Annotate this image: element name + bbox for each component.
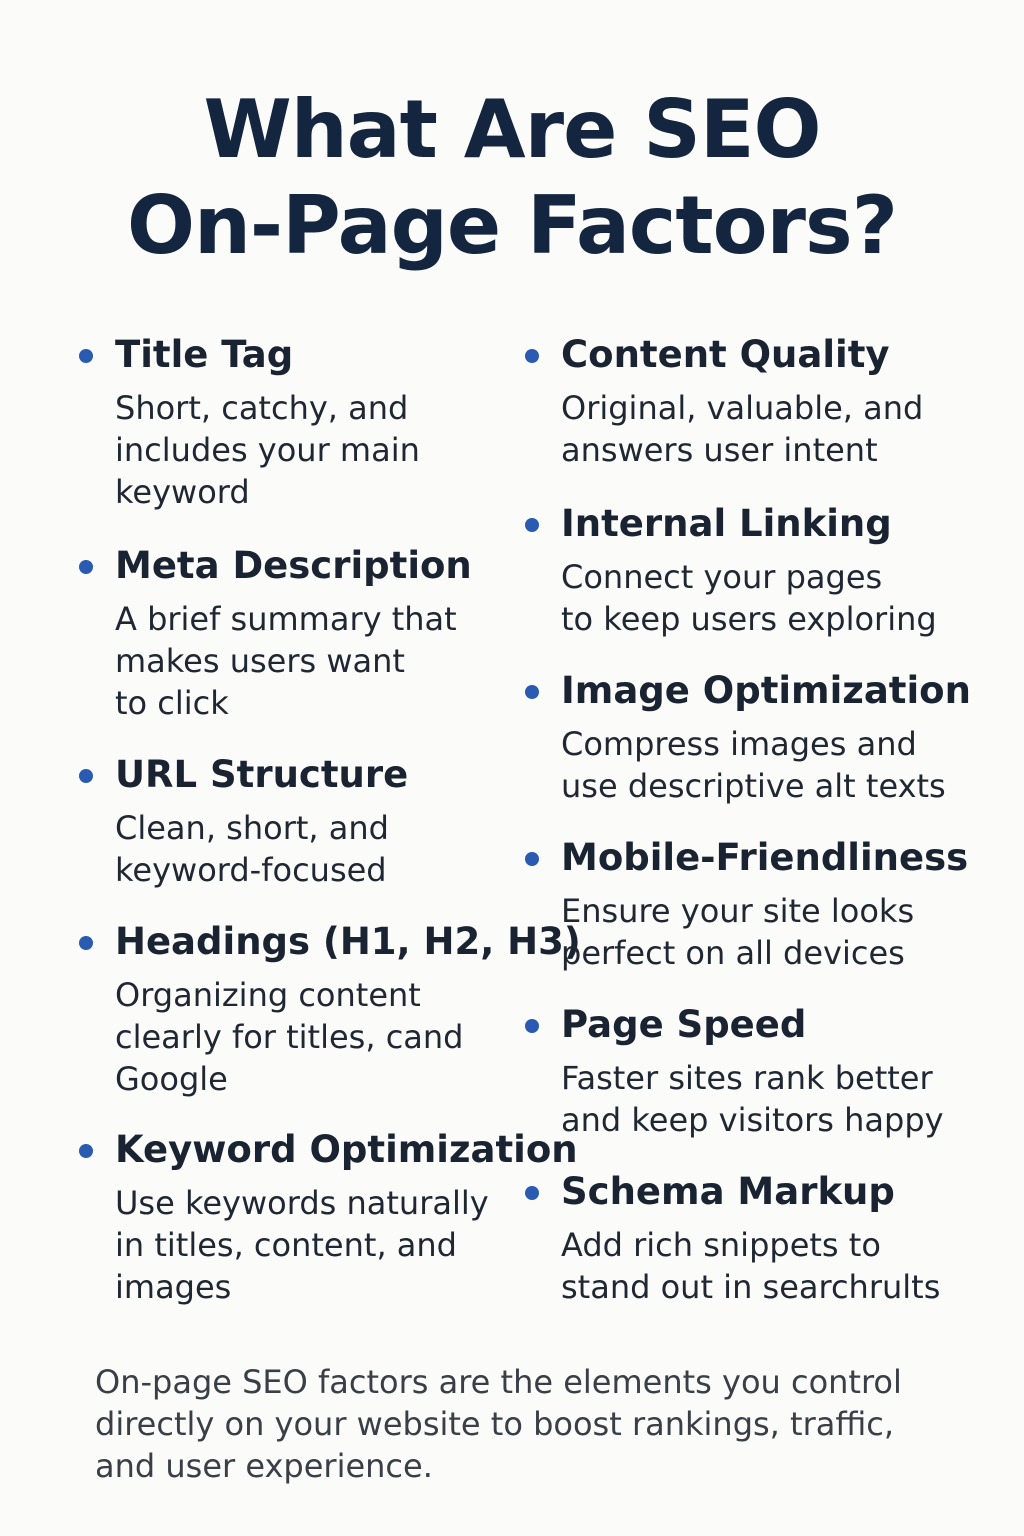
factor-description: Use keywords naturally in titles, content, and images bbox=[115, 1184, 489, 1306]
bullet-icon bbox=[79, 1144, 93, 1158]
bullet-icon bbox=[79, 769, 93, 783]
bullet-icon bbox=[525, 1186, 539, 1200]
factor-description: Short, catchy, and includes your main keyword bbox=[115, 389, 420, 511]
bullet-icon bbox=[79, 560, 93, 574]
factor-description: Clean, short, and keyword-focused bbox=[115, 809, 389, 889]
factor-title: URL Structure bbox=[115, 753, 409, 796]
summary-footer: On-page SEO factors are the elements you control directly on your website to boost rankings, traffic, and user experience. bbox=[95, 1363, 902, 1485]
bullet-icon bbox=[79, 349, 93, 363]
factor-title: Internal Linking bbox=[561, 502, 892, 545]
page-title bbox=[0, 82, 1024, 274]
factor-description: A brief summary that makes users want to click bbox=[115, 600, 457, 722]
bullet-icon bbox=[525, 685, 539, 699]
bullet-icon bbox=[525, 1019, 539, 1033]
factor-description: Connect your pages to keep users exploring bbox=[561, 558, 937, 638]
factor-description: Original, valuable, and answers user intent bbox=[561, 389, 924, 469]
factor-title: Image Optimization bbox=[561, 669, 971, 712]
factor-title: Headings (H1, H2, H3) bbox=[115, 920, 581, 963]
factor-title: Mobile-Friendliness bbox=[561, 836, 969, 879]
factor-description: Ensure your site looks perfect on all devices bbox=[561, 892, 915, 972]
factor-title: Title Tag bbox=[115, 333, 294, 376]
page-title-line-1: What Are SEO bbox=[203, 83, 821, 176]
bullet-icon bbox=[525, 518, 539, 532]
factor-title: Content Quality bbox=[561, 333, 890, 376]
page-title-line-2: On-Page Factors? bbox=[126, 179, 898, 272]
factor-title: Page Speed bbox=[561, 1003, 807, 1046]
factor-title: Schema Markup bbox=[561, 1170, 895, 1213]
factor-title: Keyword Optimization bbox=[115, 1128, 578, 1171]
factor-description: Organizing content clearly for titles, cand Google bbox=[115, 976, 464, 1098]
bullet-icon bbox=[525, 852, 539, 866]
factor-description: Compress images and use descriptive alt texts bbox=[561, 725, 946, 805]
factor-description: Faster sites rank better and keep visitors happy bbox=[561, 1059, 944, 1139]
factor-description: Add rich snippets to stand out in searchrults bbox=[561, 1226, 941, 1306]
bullet-icon bbox=[79, 936, 93, 950]
factor-title: Meta Description bbox=[115, 544, 472, 587]
bullet-icon bbox=[525, 349, 539, 363]
